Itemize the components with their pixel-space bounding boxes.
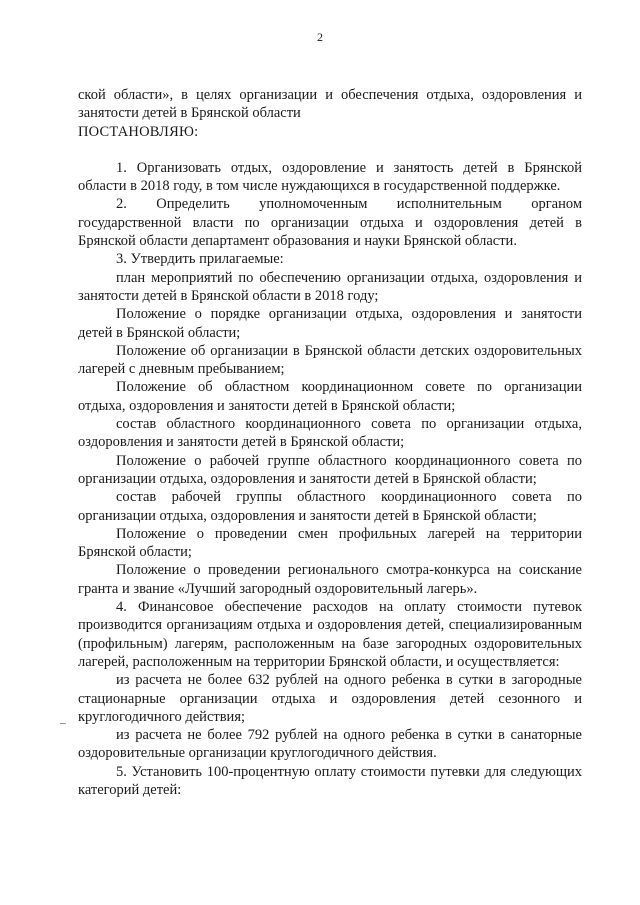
intro-paragraph: ской области», в целях организации и обеспечения отдыха, оздоровления и занятости детей в Брянской области [78, 87, 582, 122]
approved-item-plan: план мероприятий по обеспечению организации отдыха, оздоровления и занятости детей в Брянской области в 2018 году; [78, 269, 582, 304]
document-body [78, 86, 582, 799]
approved-item-order: Положение о порядке организации отдыха, оздоровления и занятости детей в Брянской области; [78, 306, 582, 341]
rate-item-632: из расчета не более 632 рублей на одного ребенка в сутки в загородные стационарные организации отдыха и оздоровления детей сезонного и круглогодичного действия; [78, 672, 582, 725]
approved-item-council: Положение об областном координационном совете по организации отдыха, оздоровления и занятости детей в Брянской области; [78, 379, 582, 414]
approved-item-contest: Положение о проведении регионального смотра-конкурса на соискание гранта и звание «Лучший загородный оздоровительный лагерь». [78, 562, 582, 597]
resolution-heading: ПОСТАНОВЛЯЮ: [78, 123, 199, 140]
page-number: 2 [317, 30, 323, 44]
paragraph-1: 1. Организовать отдых, оздоровление и занятость детей в Брянской области в 2018 году, в том числе нуждающихся в государственной поддержке. [78, 159, 582, 195]
paragraph-5: 5. Установить 100-процентную оплату стоимости путевки для следующих категорий детей: [78, 763, 582, 798]
paragraph-2: 2. Определить уполномоченным исполнительным органом государственной власти по организации отдыха и оздоровления детей в Брянской области департамент образования и науки Брянской области. [78, 196, 582, 250]
paragraph-4: 4. Финансовое обеспечение расходов на оплату стоимости путевок производится организациям отдыха и оздоровления детей, специализированным (профильным) лагерям, расположенным на базе загородных оздоровительных лагерей, расположенным на территории Брянской области, и осуществляется: [78, 599, 582, 670]
approved-item-council-composition: состав областного координационного совета по организации отдыха, оздоровления и занятости детей в Брянской области; [78, 416, 582, 451]
spacer [78, 141, 582, 159]
rate-item-792: из расчета не более 792 рублей на одного ребенка в сутки в санаторные оздоровительные организации круглогодичного действия. [78, 727, 582, 762]
approved-item-working-group: Положение о рабочей группе областного координационного совета по организации отдыха, оздоровления и занятости детей в Брянской области; [78, 452, 582, 487]
approved-item-day-camps: Положение об организации в Брянской области детских оздоровительных лагерей с дневным пребыванием; [78, 342, 582, 378]
approved-item-working-group-composition: состав рабочей группы областного координационного совета по организации отдыха, оздоровления и занятости детей в Брянской области; [78, 489, 582, 524]
paragraph-3: 3. Утвердить прилагаемые: [116, 251, 284, 268]
scan-margin-mark [60, 723, 66, 724]
approved-item-profile-camps: Положение о проведении смен профильных лагерей на территории Брянской области; [78, 525, 582, 561]
